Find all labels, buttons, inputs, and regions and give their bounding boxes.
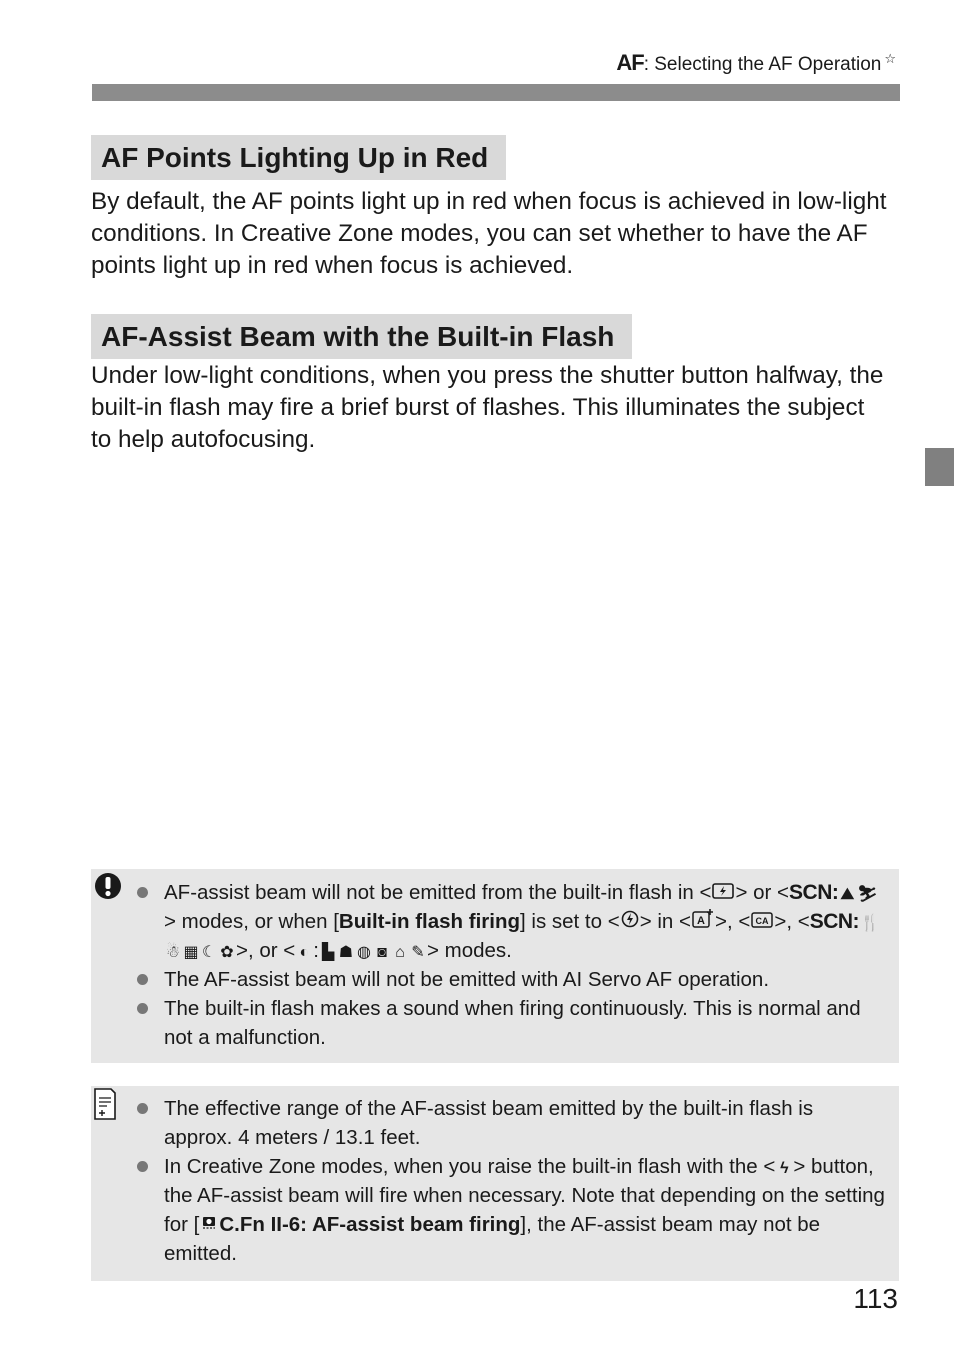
list-item: In Creative Zone modes, when you raise the built-in flash with the < ϟ > button, the AF-assist beam will fire when necessary. Note that depending on the setting for [ C.Fn II-6: AF-assist beam firing], the AF-assist beam may not be emitted.: [137, 1152, 887, 1268]
running-header: [616, 50, 896, 76]
candlelight-icon: ▦: [183, 944, 199, 961]
flash-off-circle-icon: [620, 910, 640, 933]
bullet-icon: [137, 1161, 148, 1172]
caution-icon: [93, 871, 123, 901]
list-item: The AF-assist beam will not be emitted with AI Servo AF operation.: [137, 965, 887, 994]
creative-auto-icon: [750, 912, 774, 933]
header-rule: [92, 84, 900, 101]
fisheye-icon: ◍: [356, 944, 371, 961]
page-number: 113: [853, 1283, 898, 1314]
chapter-thumb-tab: [925, 448, 954, 486]
af-symbol: AF: [616, 50, 644, 75]
star-icon: ☆: [884, 51, 896, 66]
memo-list: [137, 1094, 887, 1268]
art-filter-icon: ◐: [299, 944, 310, 961]
section-body-af-assist: Under low-light conditions, when you press the shutter button halfway, the built-in flash may fire a brief burst of flashes. This illuminates the subject to help autofocusing.: [91, 362, 884, 453]
bullet-icon: [137, 1003, 148, 1014]
caution-list: [137, 878, 887, 1052]
scn-label: SCN:: [809, 910, 860, 933]
bullet-icon: [137, 974, 148, 985]
scene-intelligent-auto-icon: [691, 908, 715, 933]
soft-focus-icon: ☗: [338, 944, 354, 961]
flash-icon: ϟ: [780, 1160, 789, 1177]
toy-camera-icon: ◙: [377, 944, 387, 961]
grainy-bw-icon: ▙: [321, 944, 335, 961]
svg-text:A: A: [697, 915, 705, 927]
section-heading-af-assist: AF-Assist Beam with the Built-in Flash: [91, 314, 632, 359]
list-item: The built-in flash makes a sound when firing continuously. This is normal and not a malfunction.: [137, 994, 887, 1052]
svg-text:CA: CA: [755, 916, 769, 926]
kids-icon: ☃: [165, 944, 181, 961]
watercolor-icon: ✎: [411, 944, 425, 961]
miniature-icon: ⌂: [395, 944, 405, 961]
landscape-icon: ⛰: [840, 886, 855, 903]
section-body-af-points: By default, the AF points light up in red when focus is achieved in low-light conditions. In Creative Zone modes, you can set whether to have the AF points light up in red when focus is achieved.: [91, 188, 887, 279]
flash-off-icon: [711, 883, 735, 904]
closeup-icon: ✿: [220, 944, 234, 961]
memo-icon: [93, 1088, 117, 1120]
list-item: The effective range of the AF-assist beam emitted by the built-in flash is approx. 4 meters / 13.1 feet.: [137, 1094, 887, 1152]
bullet-icon: [137, 887, 148, 898]
memo-box: [91, 1086, 899, 1281]
camera-custom-function-icon: [199, 1213, 219, 1236]
list-item: AF-assist beam will not be emitted from the built-in flash in < > or <SCN: ⛰ ⛷> modes, or when [Built-in flash firing] is set to < > in < A >, < CA >, <SCN:🍴☃ ▦ ☾ ✿ >, or < ◐ : ▙ ☗ ◍ ◙ ⌂ ✎ > modes.: [137, 878, 887, 965]
caution-box: [91, 869, 899, 1063]
bullet-icon: [137, 1103, 148, 1114]
night-portrait-icon: ☾: [201, 944, 217, 961]
header-title: : Selecting the AF Operation: [643, 54, 882, 75]
scn-label: SCN:: [789, 881, 839, 904]
section-heading-af-points: AF Points Lighting Up in Red: [91, 135, 506, 180]
food-icon: 🍴: [860, 915, 880, 932]
sports-icon: ⛷: [857, 886, 878, 903]
